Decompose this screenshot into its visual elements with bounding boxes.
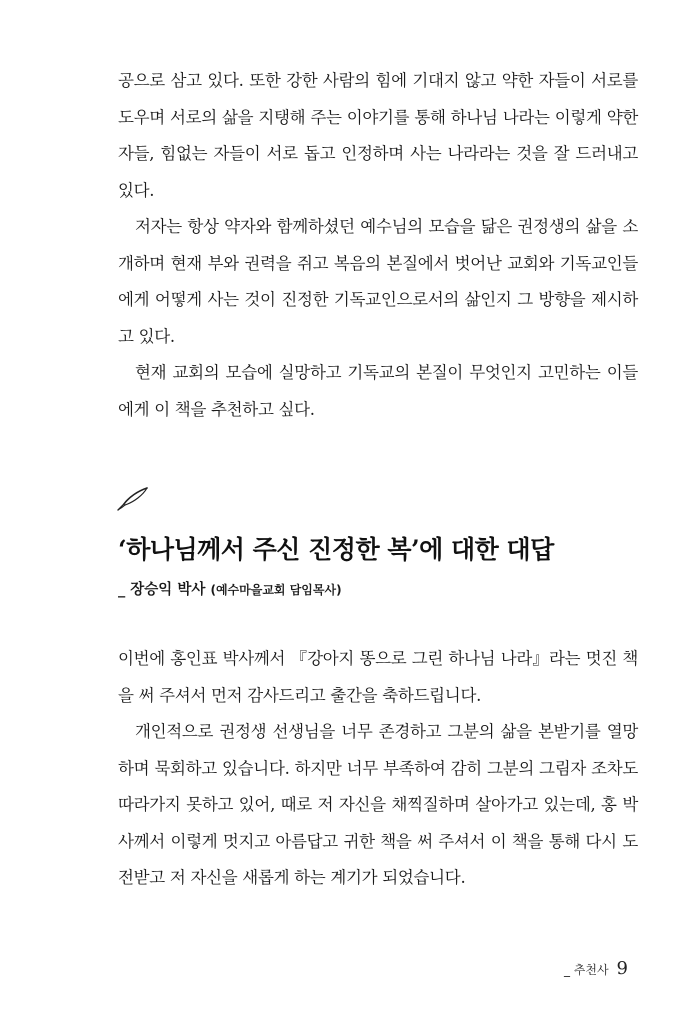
review2-paragraph-2: 개인적으로 권정생 선생님을 너무 존경하고 그분의 삶을 본받기를 열망하며 묵회하고 있습니다. 하지만 너무 부족하여 감히 그분의 그림자 조차도 따라가지 못하고 있어, 때로 저 자신을 채찍질하며 살아가고 있는데, 홍 박사께서 이렇게 멋지고 아름답고 귀한 책을 써 주셔서 이 책을 통해 다시 도전받고 저 자신을 새롭게 하는 계기가 되었습니다. bbox=[118, 722, 638, 887]
review2-paragraph-1: 이번에 홍인표 박사께서 『강아지 똥으로 그린 하나님 나라』라는 멋진 책을 써 주셔서 먼저 감사드리고 출간을 축하드립니다. bbox=[118, 649, 638, 705]
review2-title: ‘하나님께서 주신 진정한 복’에 대한 대답 bbox=[118, 535, 554, 564]
review1-paragraph-3: 현재 교회의 모습에 실망하고 기독교의 본질이 무엇인지 고민하는 이들에게 이 책을 추천하고 싶다. bbox=[118, 363, 638, 419]
page-number: 9 bbox=[616, 958, 628, 979]
author-affiliation: (예수마을교회 담임목사) bbox=[210, 583, 342, 597]
review1-paragraph-2: 저자는 항상 약자와 함께하셨던 예수님의 모습을 닮은 권정생의 삶을 소개하며 현재 부와 권력을 쥐고 복음의 본질에서 벗어난 교회와 기독교인들에게 어떻게 사는 것이 진정한 기독교인으로서의 삶인지 그 방향을 제시하고 있다. bbox=[118, 217, 638, 346]
review2-author bbox=[118, 578, 342, 599]
footer-section-label: _ 추천사 bbox=[563, 963, 609, 977]
author-name: _ 장승익 박사 bbox=[118, 582, 206, 598]
fountain-pen-icon bbox=[116, 486, 150, 512]
page-footer bbox=[564, 958, 628, 979]
review1-paragraph-1: 공으로 삼고 있다. 또한 강한 사람의 힘에 기대지 않고 약한 자들이 서로를 도우며 서로의 삶을 지탱해 주는 이야기를 통해 하나님 나라는 이렇게 약한 자들, 힘없는 자들이 서로 돕고 인정하며 사는 나라라는 것을 잘 드러내고 있다. bbox=[118, 71, 638, 200]
